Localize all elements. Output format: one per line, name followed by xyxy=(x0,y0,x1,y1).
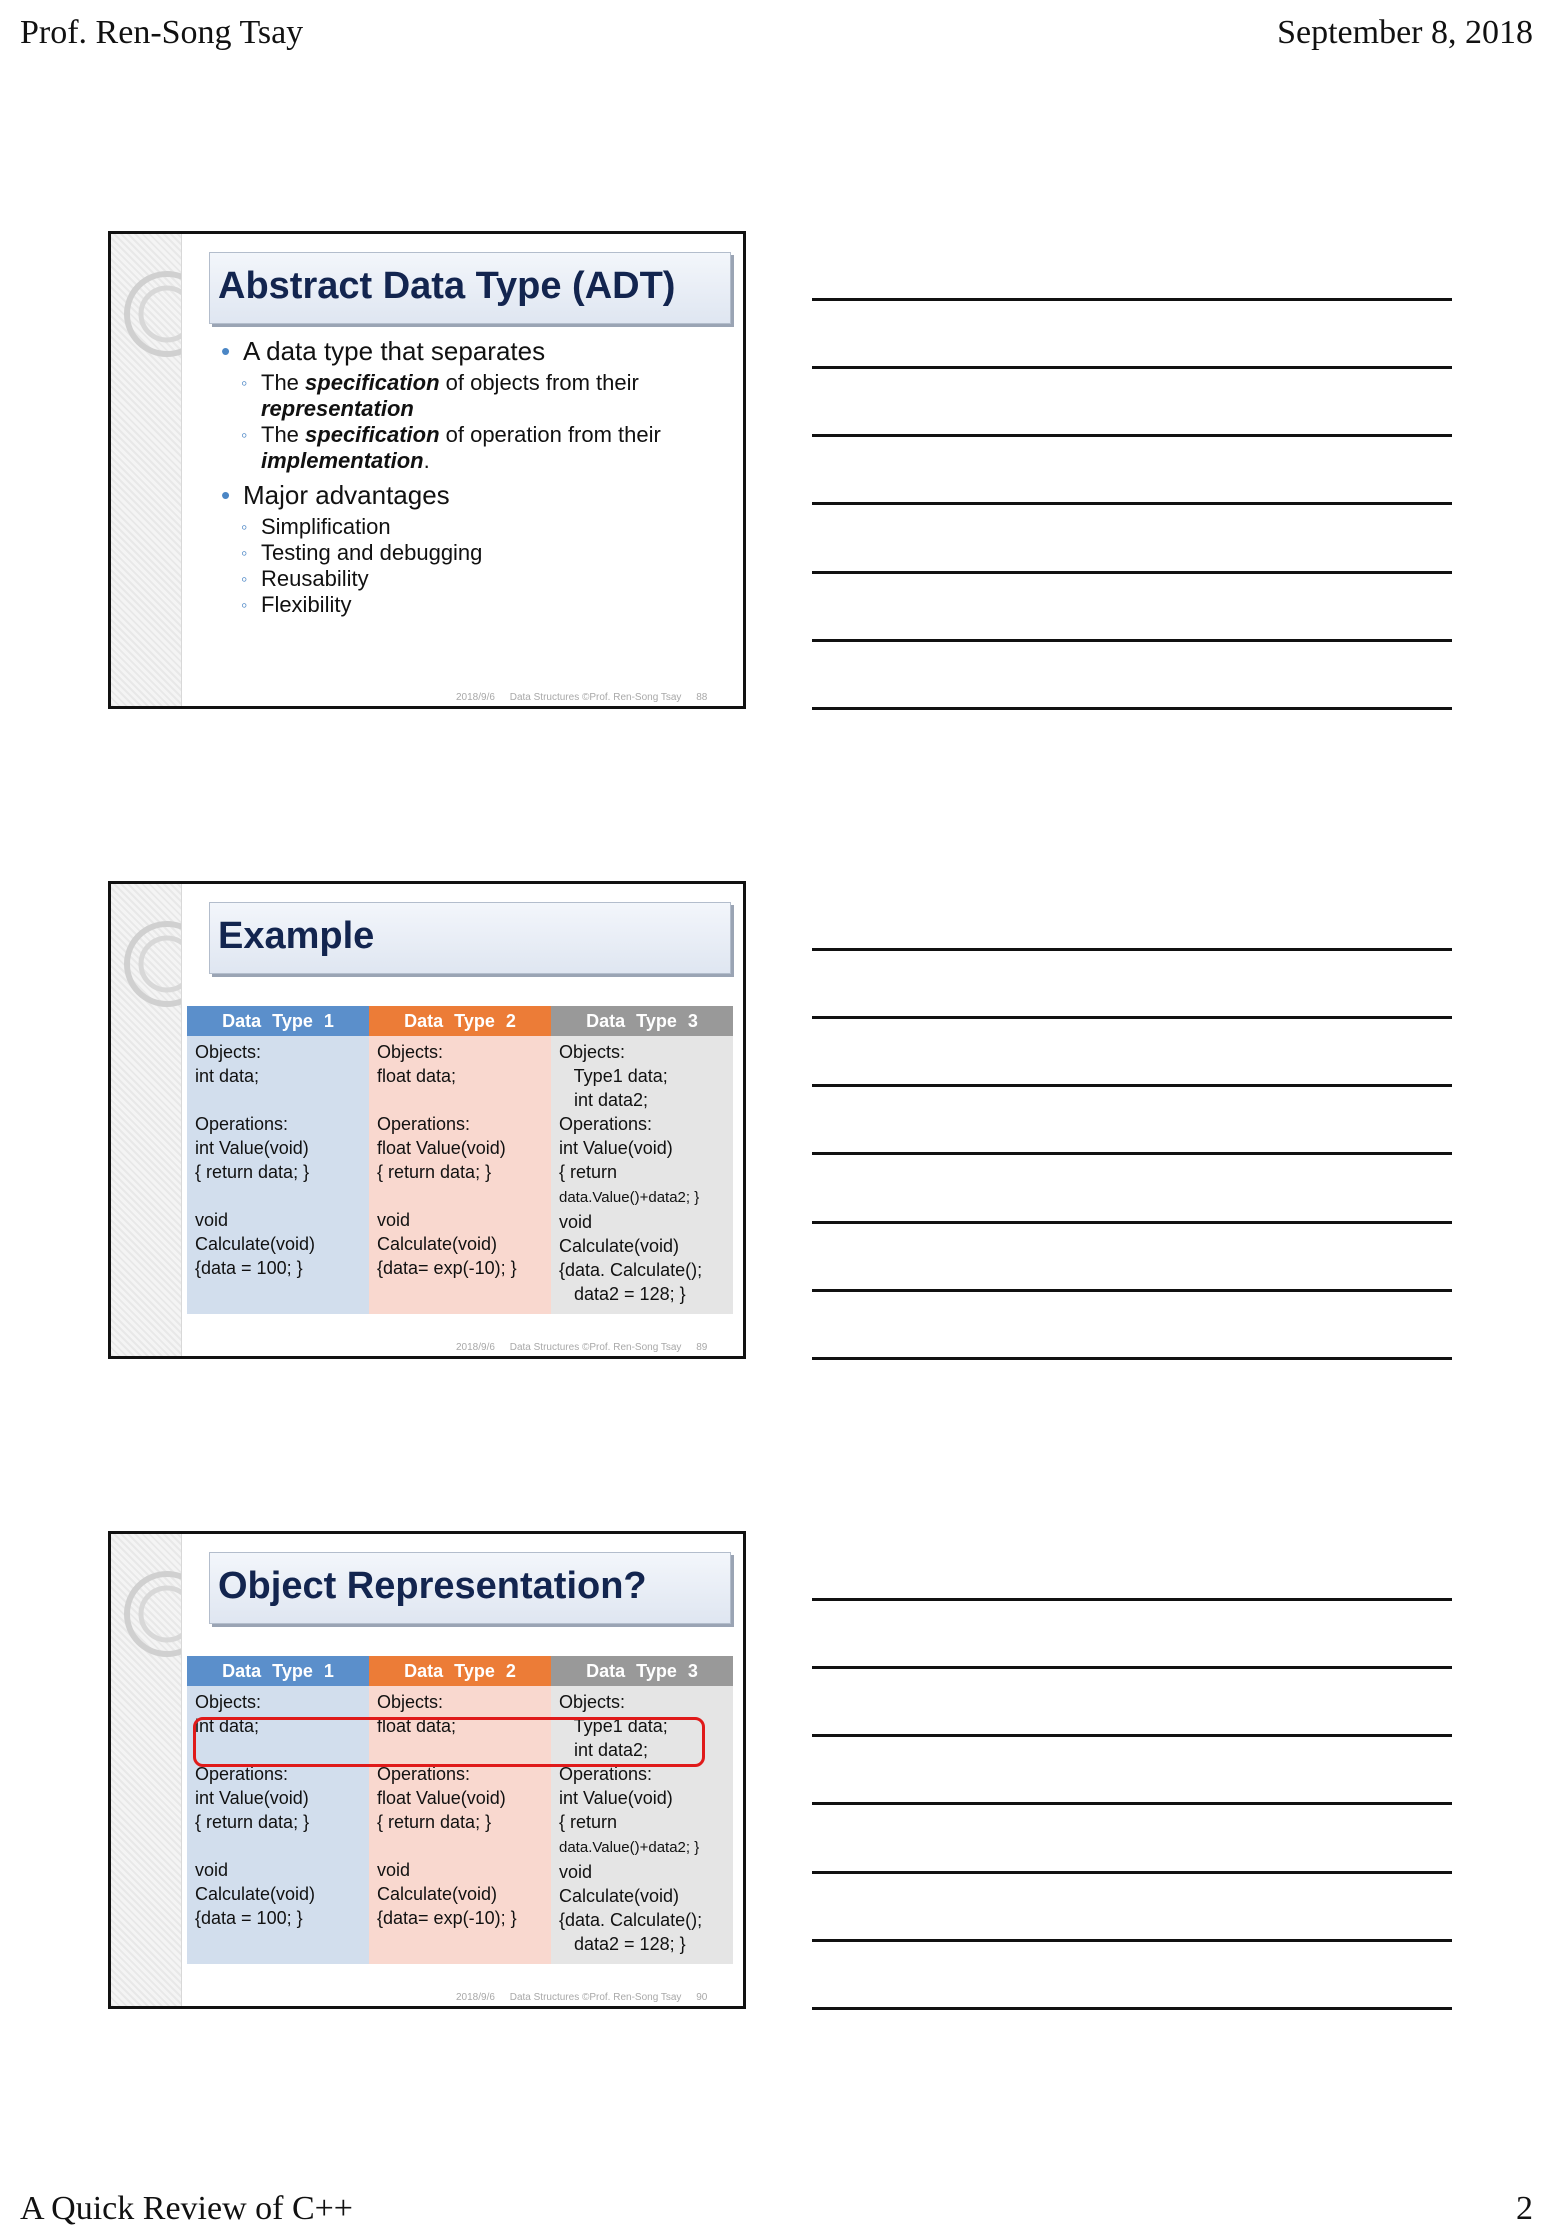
data-type-table xyxy=(187,1656,735,1964)
sub-bullet-item: ◦ Reusability xyxy=(221,566,731,592)
note-line xyxy=(812,1016,1452,1019)
sub-bullet-item: ◦ Testing and debugging xyxy=(221,540,731,566)
slide-footer-date: 2018/9/6 xyxy=(456,1342,495,1353)
sub-bullet-item: ◦ Simplification xyxy=(221,514,731,540)
emphasis-text: implementation xyxy=(261,448,424,473)
table-column xyxy=(187,1006,369,1314)
text-run: The xyxy=(261,422,306,447)
slide-example xyxy=(108,881,746,1359)
slide-footer-number: 90 xyxy=(696,1992,708,2003)
sub-bullet-spec-operations xyxy=(221,422,731,474)
swirl-decoration-icon xyxy=(111,254,181,374)
slide-title: Object Representation? xyxy=(218,1565,647,1607)
code-text: void Calculate(void) {data. Calculate(); data2 = 128; } xyxy=(559,1862,703,1954)
note-line xyxy=(812,1357,1452,1360)
code-text-small: data.Value()+data2; } xyxy=(559,1839,700,1856)
code-text-small: data.Value()+data2; } xyxy=(559,1189,700,1206)
slide-title-box xyxy=(209,1552,731,1624)
slide-adt xyxy=(108,231,746,709)
slide-footer-number: 88 xyxy=(696,692,708,703)
slide-footer-date: 2018/9/6 xyxy=(456,692,495,703)
note-line xyxy=(812,948,1452,951)
emphasis-text: representation xyxy=(261,396,414,421)
slide-title-box xyxy=(209,902,731,974)
table-column xyxy=(187,1656,369,1964)
swirl-decoration-icon xyxy=(111,904,181,1024)
note-line xyxy=(812,1152,1452,1155)
note-line xyxy=(812,298,1452,301)
bullet-item: • A data type that separates xyxy=(221,336,731,366)
slide-footer-course: Data Structures ©Prof. Ren-Song Tsay xyxy=(509,1992,682,2003)
bullet-list xyxy=(221,336,731,618)
slide-footer-course: Data Structures ©Prof. Ren-Song Tsay xyxy=(509,1342,682,1353)
page-number: 2 xyxy=(1516,2190,1533,2227)
table-column xyxy=(369,1656,551,1964)
note-line xyxy=(812,1666,1452,1669)
sub-bullet-spec-objects xyxy=(221,370,731,422)
note-line xyxy=(812,366,1452,369)
slide-object-representation xyxy=(108,1531,746,2009)
column-body: Objects: float data; Operations: float Value(void) { return data; } void Calculate(void) {data= exp(-10); } xyxy=(369,1036,551,1314)
slide-footer-number: 89 xyxy=(696,1342,708,1353)
highlight-box xyxy=(193,1717,705,1767)
note-line xyxy=(812,1939,1452,1942)
slide-footer xyxy=(456,692,736,703)
text-run: . xyxy=(423,448,430,473)
slide-footer xyxy=(456,1342,736,1353)
slide-title: Example xyxy=(218,915,375,957)
column-body: Objects: int data; Operations: int Value(void) { return data; } void Calculate(void) {data = 100; } xyxy=(187,1036,369,1314)
note-line xyxy=(812,434,1452,437)
sub-bullet-item: ◦ Flexibility xyxy=(221,592,731,618)
note-line xyxy=(812,1289,1452,1292)
note-line xyxy=(812,1084,1452,1087)
note-line xyxy=(812,502,1452,505)
slide-footer-date: 2018/9/6 xyxy=(456,1992,495,2003)
note-line xyxy=(812,1734,1452,1737)
slide-footer xyxy=(456,1992,736,2003)
column-header: Data Type 3 xyxy=(551,1656,733,1686)
column-header: Data Type 2 xyxy=(369,1656,551,1686)
note-line xyxy=(812,2007,1452,2010)
code-text: Objects: Type1 data; int data2; Operations: int Value(void) { return xyxy=(559,1042,673,1182)
column-header: Data Type 3 xyxy=(551,1006,733,1036)
text-run: The xyxy=(261,370,306,395)
code-text: void Calculate(void) {data. Calculate(); data2 = 128; } xyxy=(559,1212,703,1304)
table-column xyxy=(551,1656,733,1964)
table-column xyxy=(369,1006,551,1314)
column-header: Data Type 1 xyxy=(187,1006,369,1036)
note-line xyxy=(812,571,1452,574)
note-line xyxy=(812,707,1452,710)
column-body: Objects: float data; Operations: float Value(void) { return data; } void Calculate(void) {data= exp(-10); } xyxy=(369,1686,551,1964)
note-line xyxy=(812,1802,1452,1805)
text-run: of objects from their xyxy=(439,370,639,395)
slide-footer-course: Data Structures ©Prof. Ren-Song Tsay xyxy=(509,692,682,703)
emphasis-text: specification xyxy=(305,370,440,395)
column-header: Data Type 2 xyxy=(369,1006,551,1036)
slide-title: Abstract Data Type (ADT) xyxy=(218,265,676,307)
note-line xyxy=(812,1871,1452,1874)
bullet-item: • Major advantages xyxy=(221,480,731,510)
data-type-table xyxy=(187,1006,735,1314)
footer-title: A Quick Review of C++ xyxy=(20,2190,353,2227)
swirl-decoration-icon xyxy=(111,1554,181,1674)
emphasis-text: specification xyxy=(305,422,440,447)
table-column xyxy=(551,1006,733,1314)
slide-title-box xyxy=(209,252,731,324)
note-line xyxy=(812,639,1452,642)
text-run: of operation from their xyxy=(439,422,661,447)
header-date: September 8, 2018 xyxy=(1277,14,1533,51)
code-text: Objects: Type1 data; int data2; Operations: int Value(void) { return xyxy=(559,1692,673,1832)
column-header: Data Type 1 xyxy=(187,1656,369,1686)
note-line xyxy=(812,1221,1452,1224)
note-line xyxy=(812,1598,1452,1601)
header-author: Prof. Ren-Song Tsay xyxy=(20,14,304,51)
column-body: Objects: int data; Operations: int Value(void) { return data; } void Calculate(void) {data = 100; } xyxy=(187,1686,369,1964)
column-body xyxy=(551,1036,733,1314)
